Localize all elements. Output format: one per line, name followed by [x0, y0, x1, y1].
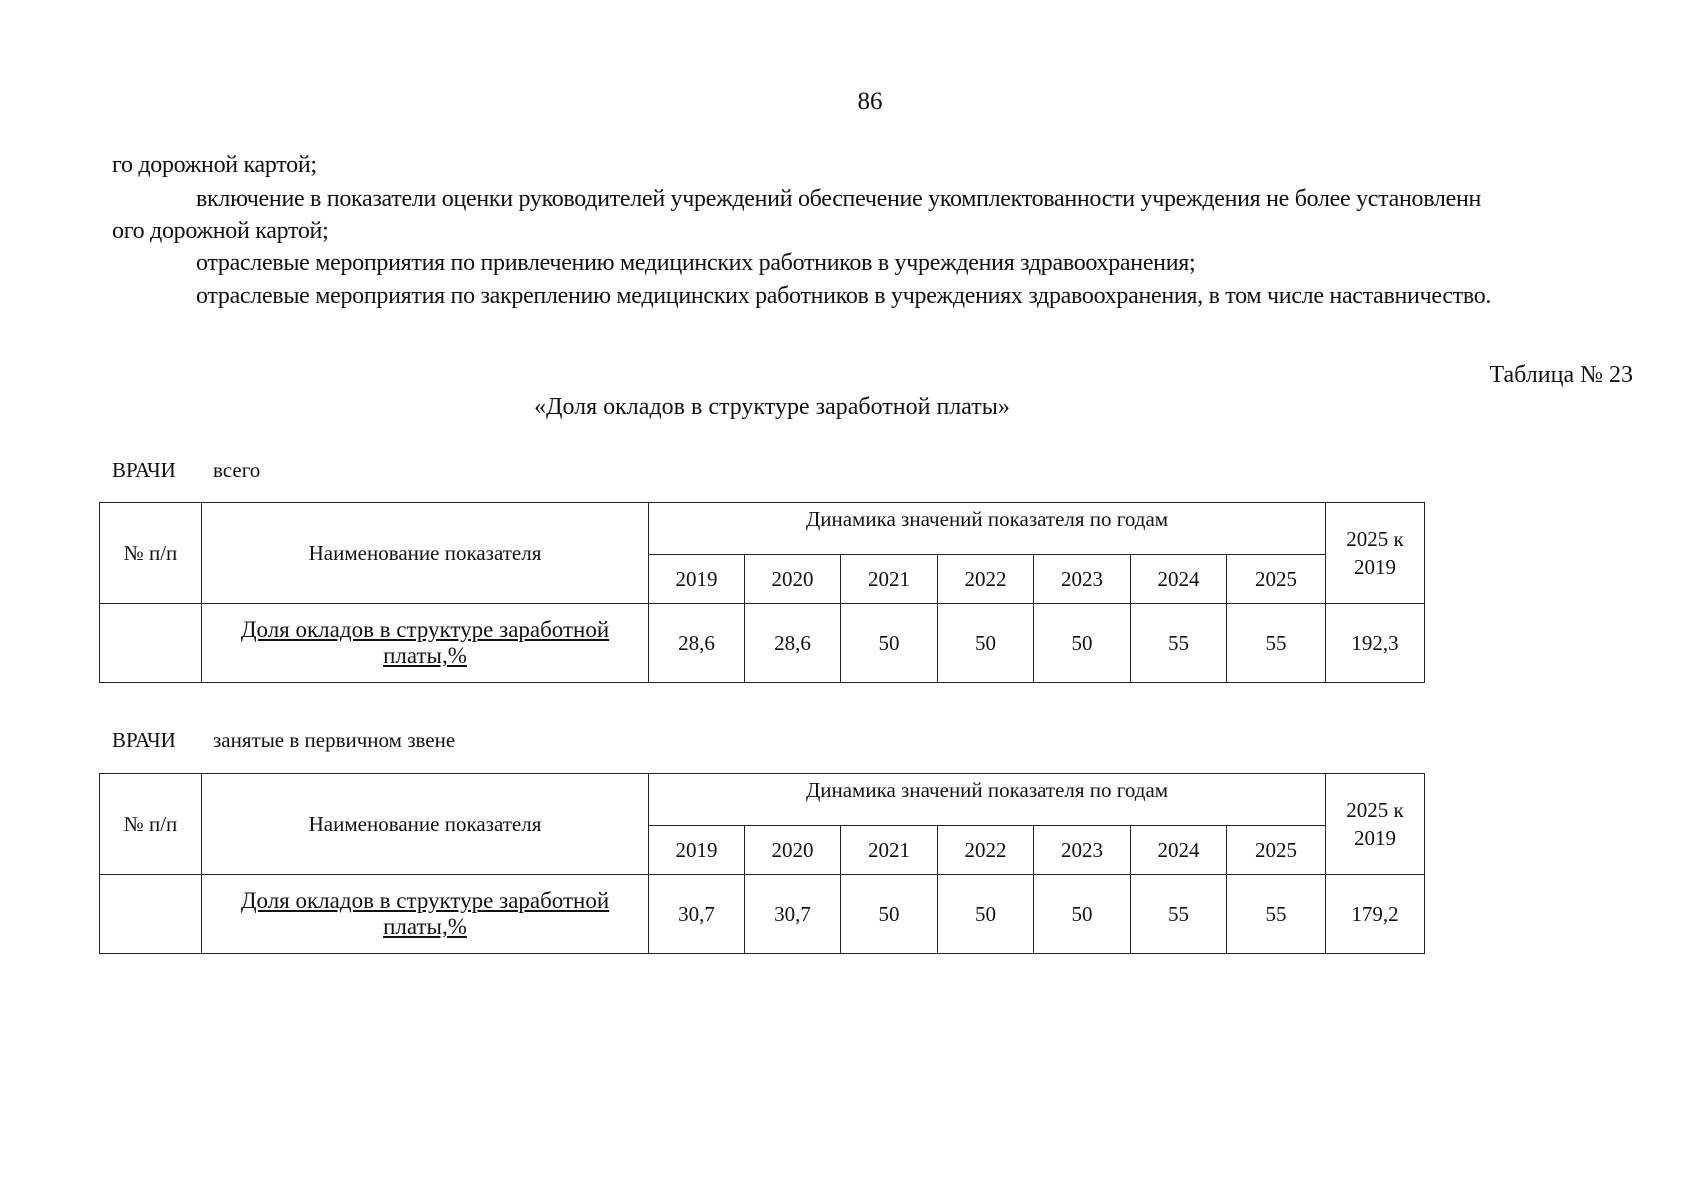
value-cell: 30,7	[745, 875, 841, 954]
value-cell: 28,6	[649, 604, 745, 683]
value-cell: 50	[841, 604, 938, 683]
data-table	[99, 773, 1425, 954]
year-header: 2022	[938, 555, 1034, 604]
row-name-line1: Доля окладов в структуре заработной	[240, 617, 610, 642]
header-dynamics: Динамика значений показателя по годам	[649, 503, 1326, 555]
value-cell: 30,7	[649, 875, 745, 954]
year-header: 2020	[745, 826, 841, 875]
section-category: ВРАЧИ	[112, 458, 176, 482]
paragraph-line: отраслевые мероприятия по закреплению медицинских работников в учреждениях здравоохранения, в том числе наставничество.	[196, 283, 1492, 309]
header-ratio-line1: 2025 к	[1346, 798, 1404, 822]
ratio-cell: 192,3	[1326, 604, 1425, 683]
section-caption	[112, 458, 260, 483]
table-title: «Доля окладов в структуре заработной платы»	[534, 394, 1010, 420]
value-cell: 50	[841, 875, 938, 954]
ratio-cell: 179,2	[1326, 875, 1425, 954]
row-name-line1: Доля окладов в структуре заработной	[240, 888, 610, 913]
header-ratio	[1326, 503, 1425, 604]
header-name: Наименование показателя	[202, 503, 649, 604]
header-name: Наименование показателя	[202, 774, 649, 875]
row-num	[100, 604, 202, 683]
year-header: 2025	[1227, 555, 1326, 604]
table-row	[100, 604, 1425, 683]
page-number: 86	[857, 88, 883, 115]
year-header: 2020	[745, 555, 841, 604]
row-name	[202, 875, 649, 954]
header-ratio-line1: 2025 к	[1346, 527, 1404, 551]
section-category: ВРАЧИ	[112, 728, 176, 752]
paragraph-line: включение в показатели оценки руководителей учреждений обеспечение укомплектованности учреждения не более установленн	[196, 186, 1482, 212]
table-number: Таблица № 23	[1489, 362, 1633, 388]
header-num: № п/п	[100, 503, 202, 604]
value-cell: 50	[938, 604, 1034, 683]
value-cell: 55	[1227, 875, 1326, 954]
paragraph-line: ого дорожной картой;	[112, 218, 329, 244]
row-name-line2: платы,%	[383, 914, 467, 939]
value-cell: 55	[1131, 604, 1227, 683]
row-num	[100, 875, 202, 954]
row-name	[202, 604, 649, 683]
section-caption	[112, 728, 455, 753]
year-header: 2021	[841, 826, 938, 875]
value-cell: 28,6	[745, 604, 841, 683]
year-header: 2019	[649, 555, 745, 604]
value-cell: 50	[1034, 604, 1131, 683]
header-num: № п/п	[100, 774, 202, 875]
value-cell: 55	[1131, 875, 1227, 954]
data-table	[99, 502, 1425, 683]
year-header: 2025	[1227, 826, 1326, 875]
row-name-line2: платы,%	[383, 643, 467, 668]
table-row	[100, 875, 1425, 954]
section-subcategory: занятые в первичном звене	[213, 728, 456, 752]
year-header: 2019	[649, 826, 745, 875]
paragraph-line: го дорожной картой;	[112, 152, 317, 178]
year-header: 2023	[1034, 555, 1131, 604]
header-ratio	[1326, 774, 1425, 875]
header-ratio-line2: 2019	[1354, 555, 1397, 579]
value-cell: 55	[1227, 604, 1326, 683]
paragraph-line: отраслевые мероприятия по привлечению медицинских работников в учреждения здравоохранения;	[196, 250, 1196, 276]
header-ratio-line2: 2019	[1354, 826, 1397, 850]
year-header: 2021	[841, 555, 938, 604]
header-dynamics: Динамика значений показателя по годам	[649, 774, 1326, 826]
value-cell: 50	[938, 875, 1034, 954]
value-cell: 50	[1034, 875, 1131, 954]
section-subcategory: всего	[213, 458, 261, 482]
year-header: 2024	[1131, 826, 1227, 875]
year-header: 2022	[938, 826, 1034, 875]
year-header: 2024	[1131, 555, 1227, 604]
year-header: 2023	[1034, 826, 1131, 875]
